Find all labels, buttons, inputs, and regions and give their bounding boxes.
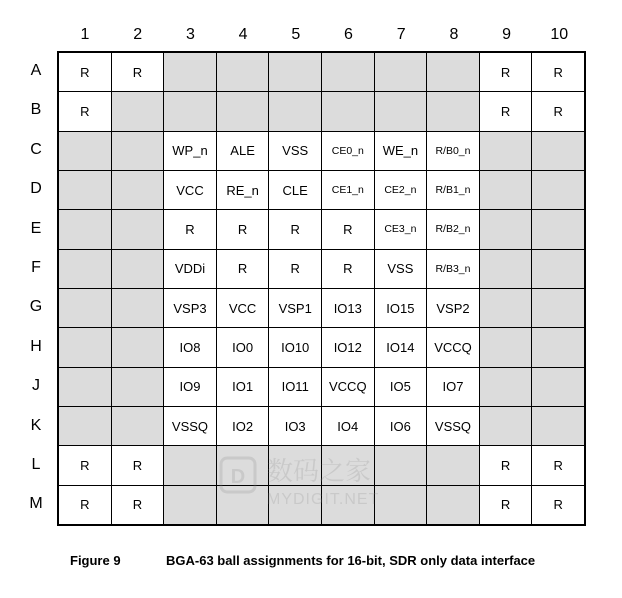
ball-cell-unassigned — [269, 486, 321, 524]
ball-cell: IO10 — [269, 328, 321, 366]
ball-cell-unassigned — [427, 446, 479, 484]
ball-cell-unassigned — [59, 210, 111, 248]
ball-grid — [57, 51, 586, 526]
ball-cell-unassigned — [59, 289, 111, 327]
ball-cell: IO7 — [427, 368, 479, 406]
ball-cell-unassigned — [375, 446, 427, 484]
ball-cell-unassigned — [480, 132, 532, 170]
ball-cell-unassigned — [112, 250, 164, 288]
ball-cell-unassigned — [164, 53, 216, 91]
column-header: 6 — [344, 26, 353, 43]
ball-cell: R — [480, 446, 532, 484]
ball-cell: CE0_n — [322, 132, 374, 170]
ball-cell-unassigned — [112, 289, 164, 327]
ball-cell-unassigned — [480, 210, 532, 248]
ball-cell: VSP3 — [164, 289, 216, 327]
ball-cell: IO14 — [375, 328, 427, 366]
ball-cell: R — [480, 92, 532, 130]
ball-cell-unassigned — [322, 53, 374, 91]
ball-cell: IO0 — [217, 328, 269, 366]
ball-cell: VSSQ — [427, 407, 479, 445]
ball-cell: R — [59, 446, 111, 484]
watermark-cn: 数码之家 — [267, 457, 372, 487]
ball-cell-unassigned — [112, 132, 164, 170]
ball-cell-unassigned — [375, 486, 427, 524]
ball-cell: R — [164, 210, 216, 248]
ball-cell-unassigned — [217, 53, 269, 91]
ball-cell: IO2 — [217, 407, 269, 445]
ball-cell: VCCQ — [427, 328, 479, 366]
ball-cell-unassigned — [532, 368, 584, 406]
ball-cell-unassigned — [532, 250, 584, 288]
ball-cell: IO13 — [322, 289, 374, 327]
ball-cell: R — [59, 92, 111, 130]
row-header: L — [31, 456, 41, 473]
ball-cell: ALE — [217, 132, 269, 170]
ball-cell: WP_n — [164, 132, 216, 170]
ball-cell: RE_n — [217, 171, 269, 209]
ball-cell-unassigned — [532, 171, 584, 209]
ball-cell: R — [532, 486, 584, 524]
ball-cell-unassigned — [427, 92, 479, 130]
ball-cell-unassigned — [322, 92, 374, 130]
ball-cell: R — [112, 486, 164, 524]
svg-text:D: D — [230, 466, 246, 488]
ball-cell-unassigned — [112, 328, 164, 366]
ball-cell: R — [269, 250, 321, 288]
ball-cell: R/B0_n — [427, 132, 479, 170]
ball-cell-unassigned — [59, 368, 111, 406]
ball-cell-unassigned — [269, 53, 321, 91]
ball-cell-unassigned — [480, 407, 532, 445]
ball-cell-unassigned — [59, 132, 111, 170]
ball-cell-unassigned — [59, 328, 111, 366]
ball-cell-unassigned — [480, 171, 532, 209]
ball-cell-unassigned — [164, 446, 216, 484]
ball-cell-unassigned — [322, 446, 374, 484]
row-header: K — [30, 416, 42, 434]
ball-cell: IO3 — [269, 407, 321, 445]
row-header: G — [29, 298, 43, 316]
column-header: 9 — [502, 26, 512, 43]
ball-cell-unassigned — [269, 446, 321, 484]
ball-cell-unassigned — [480, 289, 532, 327]
ball-cell: R — [532, 446, 584, 484]
ball-cell: VSP2 — [427, 289, 479, 327]
ball-cell: IO4 — [322, 407, 374, 445]
ball-cell: CLE — [269, 171, 321, 209]
ball-cell: CE1_n — [322, 171, 374, 209]
ball-cell: R — [217, 250, 269, 288]
row-header: E — [30, 219, 42, 237]
ball-cell-unassigned — [112, 368, 164, 406]
column-header: 8 — [449, 26, 459, 43]
ball-cell-unassigned — [375, 53, 427, 91]
ball-cell: R — [217, 210, 269, 248]
ball-cell: VCC — [164, 171, 216, 209]
row-header: C — [30, 140, 42, 158]
ball-cell-unassigned — [427, 53, 479, 91]
figure-title: BGA-63 ball assignments for 16-bit, SDR only data interface — [166, 553, 536, 568]
ball-cell-unassigned — [480, 328, 532, 366]
row-header: M — [29, 495, 43, 513]
ball-cell-unassigned — [532, 407, 584, 445]
ball-cell: VCC — [217, 289, 269, 327]
ball-cell: R — [322, 210, 374, 248]
column-header: 4 — [238, 26, 248, 43]
ball-cell-unassigned — [322, 486, 374, 524]
ball-cell-unassigned — [269, 92, 321, 130]
ball-cell: CE3_n — [375, 210, 427, 248]
ball-cell-unassigned — [112, 407, 164, 445]
ball-cell-unassigned — [532, 210, 584, 248]
ball-cell-unassigned — [375, 92, 427, 130]
ball-cell: WE_n — [375, 132, 427, 170]
ball-cell: R/B1_n — [427, 171, 479, 209]
ball-cell: VSS — [375, 250, 427, 288]
ball-cell: R/B2_n — [427, 210, 479, 248]
ball-cell: IO8 — [164, 328, 216, 366]
column-header: 2 — [133, 26, 143, 43]
row-header: F — [31, 259, 41, 276]
watermark-en: MYDIGIT.NET — [267, 491, 380, 508]
ball-cell: VDDi — [164, 250, 216, 288]
column-header: 1 — [80, 26, 90, 43]
ball-cell-unassigned — [217, 446, 269, 484]
ball-cell-unassigned — [59, 171, 111, 209]
ball-cell-unassigned — [532, 132, 584, 170]
ball-cell: IO1 — [217, 368, 269, 406]
row-header: J — [32, 377, 40, 395]
ball-cell: R/B3_n — [427, 250, 479, 288]
ball-cell-unassigned — [427, 486, 479, 524]
ball-cell-unassigned — [59, 407, 111, 445]
ball-cell-unassigned — [112, 171, 164, 209]
ball-cell: IO11 — [269, 368, 321, 406]
ball-cell: CE2_n — [375, 171, 427, 209]
ball-cell: IO9 — [164, 368, 216, 406]
ball-cell: IO12 — [322, 328, 374, 366]
ball-cell: R — [59, 486, 111, 524]
ball-cell: R — [532, 92, 584, 130]
ball-cell-unassigned — [164, 92, 216, 130]
row-header: D — [30, 180, 42, 198]
ball-cell-unassigned — [532, 289, 584, 327]
ball-cell: R — [269, 210, 321, 248]
ball-cell-unassigned — [480, 250, 532, 288]
ball-cell: R — [112, 446, 164, 484]
row-header: A — [30, 62, 42, 79]
ball-cell: IO15 — [375, 289, 427, 327]
row-header: B — [30, 101, 42, 119]
ball-cell: R — [480, 486, 532, 524]
ball-cell: R — [322, 250, 374, 288]
column-header: 7 — [396, 26, 406, 43]
ball-cell: IO6 — [375, 407, 427, 445]
ball-cell: R — [59, 53, 111, 91]
ball-cell: R — [532, 53, 584, 91]
column-header: 10 — [550, 26, 569, 43]
ball-cell: R — [480, 53, 532, 91]
ball-cell: R — [112, 53, 164, 91]
ball-cell: VSS — [269, 132, 321, 170]
ball-cell-unassigned — [59, 250, 111, 288]
ball-cell-unassigned — [112, 210, 164, 248]
ball-cell-unassigned — [217, 92, 269, 130]
ball-cell: VSSQ — [164, 407, 216, 445]
ball-cell-unassigned — [112, 92, 164, 130]
ball-cell: IO5 — [375, 368, 427, 406]
figure-label: Figure 9 — [70, 553, 121, 568]
ball-cell: VCCQ — [322, 368, 374, 406]
ball-cell: VSP1 — [269, 289, 321, 327]
ball-cell-unassigned — [532, 328, 584, 366]
column-header: 3 — [185, 26, 195, 43]
ball-cell-unassigned — [480, 368, 532, 406]
ball-cell-unassigned — [217, 486, 269, 524]
ball-cell-unassigned — [164, 486, 216, 524]
column-header: 5 — [291, 26, 301, 43]
row-header: H — [30, 337, 42, 355]
